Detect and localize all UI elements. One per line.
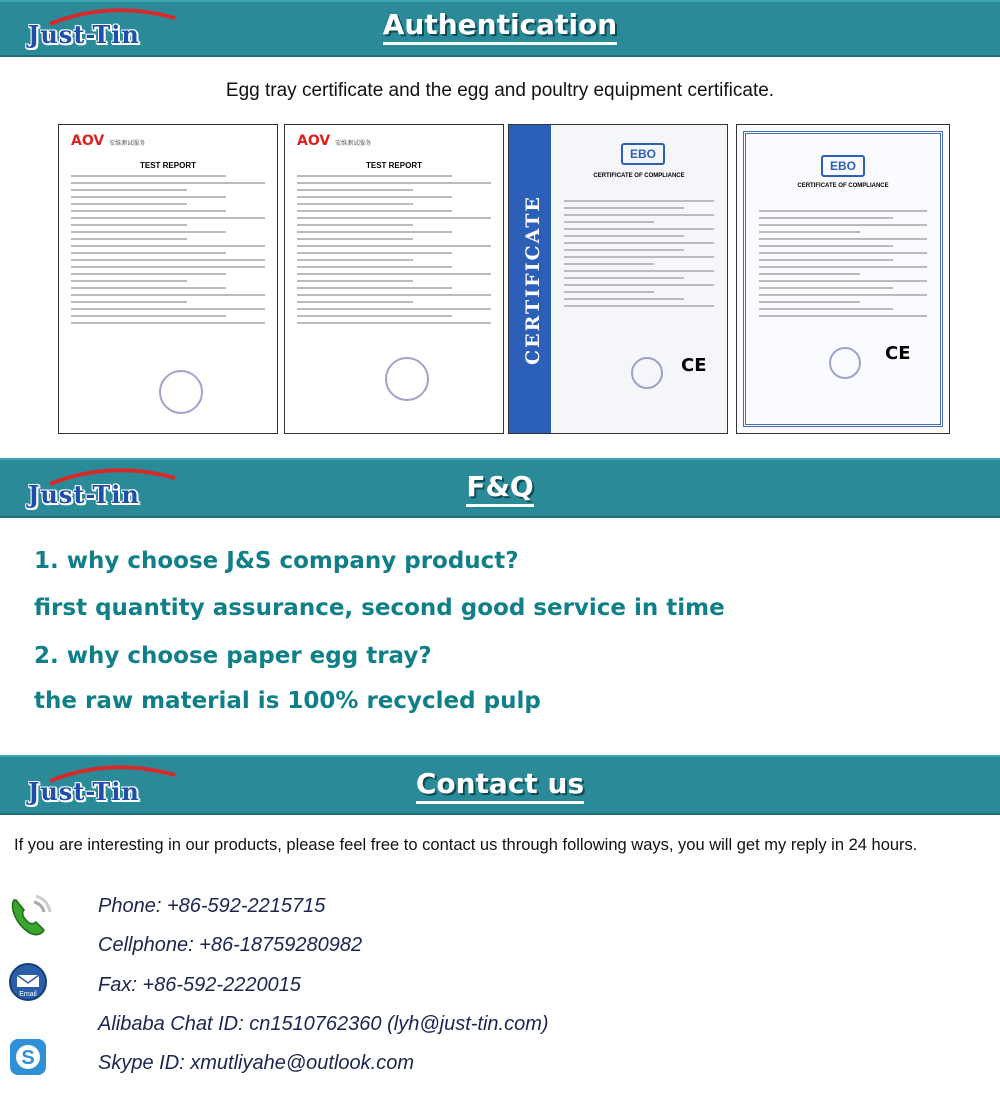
faq-answer-2: the raw material is 100% recycled pulp (34, 688, 541, 714)
just-tin-logo: Just-Tin (28, 763, 188, 807)
section-title-faq: F&Q (0, 470, 1000, 503)
svg-text:S: S (21, 1047, 35, 1069)
contact-skype: Skype ID: xmutliyahe@outlook.com (98, 1052, 414, 1074)
email-icon (8, 962, 48, 1002)
header-contact (0, 755, 1000, 815)
seal-stamp (829, 347, 861, 379)
just-tin-logo: Just-Tin (28, 466, 188, 510)
contact-cellphone: Cellphone: +86-18759280982 (98, 934, 363, 956)
ebo-badge: EBO (821, 155, 865, 177)
skype-icon (8, 1037, 48, 1077)
seal-stamp (159, 370, 203, 414)
seal-stamp (631, 357, 663, 389)
header-authentication (0, 0, 1000, 57)
svg-text:Email: Email (19, 991, 37, 998)
contact-alibaba: Alibaba Chat ID: cn1510762360 (lyh@just-tin.com) (98, 1013, 549, 1035)
ce-mark: CE (681, 355, 707, 376)
contact-fax: Fax: +86-592-2220015 (98, 974, 301, 996)
phone-icon (6, 892, 54, 938)
faq-question-1: 1. why choose J&S company product? (34, 548, 519, 574)
certificate-caption: Egg tray certificate and the egg and poultry equipment certificate. (225, 80, 775, 101)
certificate-ebo-2: EBO CERTIFICATE OF COMPLIANCE CE (736, 124, 950, 434)
contact-intro: If you are interesting in our products, please feel free to contact us through following ways, you will get my reply in 24 hours. (14, 836, 918, 854)
ebo-badge: EBO (621, 143, 665, 165)
faq-question-2: 2. why choose paper egg tray? (34, 643, 432, 669)
section-title-contact: Contact us (0, 767, 1000, 800)
test-report-title: TEST REPORT (365, 161, 422, 170)
test-report-title: TEST REPORT (139, 161, 196, 170)
just-tin-logo: Just-Tin (28, 6, 188, 50)
certificate-ebo-1: CERTIFICATE EBO CERTIFICATE OF COMPLIANCE CE (508, 124, 728, 434)
contact-phone: Phone: +86-592-2215715 (98, 895, 326, 917)
ce-mark: CE (885, 343, 911, 364)
certificate-test-report-2: AOV 安维测试服务 TEST REPORT (284, 124, 504, 434)
header-faq (0, 458, 1000, 518)
section-title-authentication: Authentication (0, 8, 1000, 41)
seal-stamp (385, 357, 429, 401)
certificate-test-report-1: AOV 安维测试服务 TEST REPORT (58, 124, 278, 434)
faq-answer-1: first quantity assurance, second good service in time (34, 595, 725, 621)
